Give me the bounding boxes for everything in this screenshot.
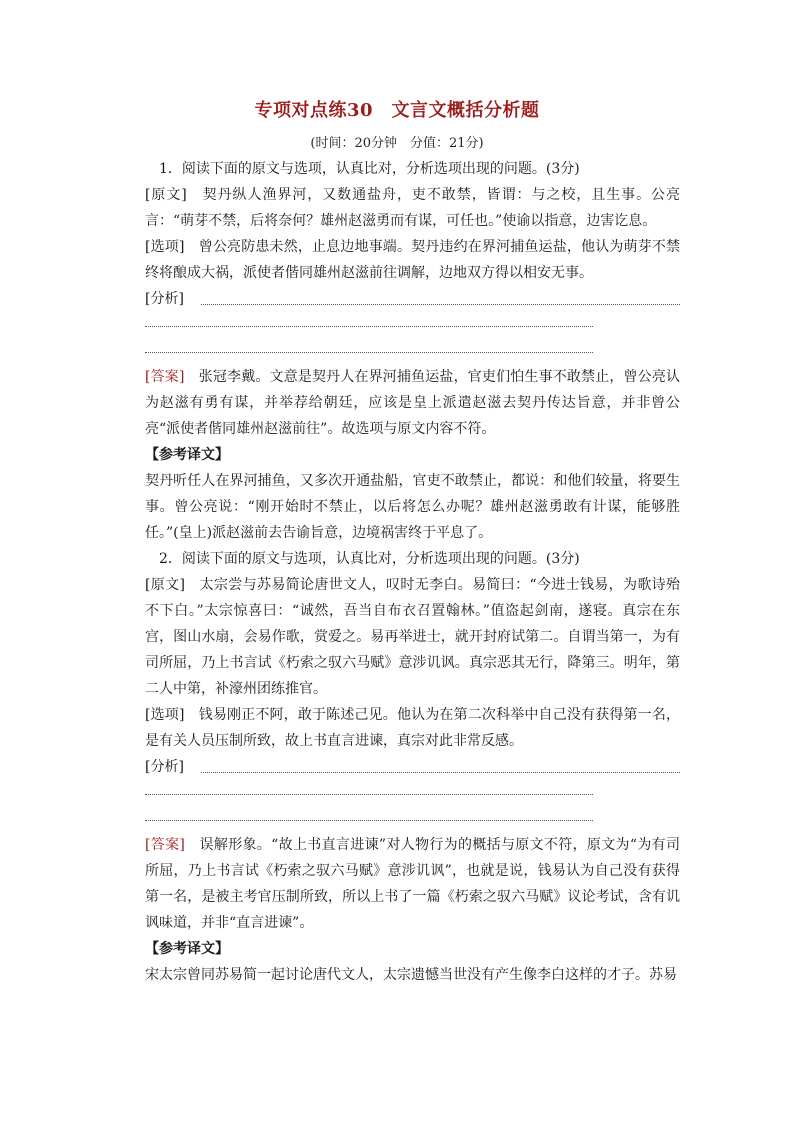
document-body (145, 156, 680, 988)
q1-original-text: 契丹纵人渔界河，又数通盐舟，吏不敢禁，皆谓：与之校，且生事。公亮言：“萌芽不禁，后将奈何？雄州赵滋勇而有谋，可任也。”使谕以指意，边害讫息。 (145, 187, 680, 229)
q1-blank-2 (145, 312, 680, 338)
q2-blank-3 (145, 806, 680, 832)
q2-ref-heading: 【参考译文】 (145, 941, 229, 957)
q1-option-label: [选项] (145, 239, 185, 255)
q2-original-text: 太宗尝与苏易简论唐世文人，叹时无李白。易简曰：“今进士钱易，为歌诗殆不下白。”太宗惊喜曰：“诚然，吾当自布衣召置翰林。”值盗起剑南，遂寝。真宗在东宫，图山水扇，会易作歌，赏爱之。易再举进士，就开封府试第二。自谓当第一，为有司所屈，乃上书言试《朽索之驭六马赋》意涉讥讽。真宗恶其无行，降第三。明年，第二人中第，补濠州团练推官。 (145, 577, 680, 697)
q1-original-label: [原文] (145, 187, 187, 203)
page-title: 专项对点练30 文言文概括分析题 (254, 100, 540, 121)
answer-blank-line[interactable] (145, 820, 593, 821)
q2-blank-2 (145, 780, 680, 806)
q2-analysis-label: [分析] (145, 759, 184, 775)
q1-ref-text: 契丹听任人在界河捕鱼，又多次开通盐船，官吏不敢禁止，都说：和他们较量，将要生事。曾公亮说：“刚开始时不禁止，以后将怎么办呢？雄州赵滋勇敢有计谋，能够胜任。”(皇上)派赵滋前去告谕旨意，边境祸害终于平息了。 (145, 473, 680, 541)
answer-blank-line[interactable] (145, 326, 593, 327)
q2-option-label: [选项] (145, 707, 185, 723)
q1-blank-3 (145, 338, 680, 364)
q1-answer-text: 张冠李戴。文意是契丹人在界河捕鱼运盐，官吏们怕生事不敢禁止，曾公亮认为赵滋有勇有谋，并举荐给朝廷，应该是皇上派遣赵滋去契丹传达旨意，并非曾公亮“派使者偕同雄州赵滋前往”。故选项与原文内容不符。 (145, 369, 680, 437)
q1-option (145, 234, 680, 286)
answer-blank-line[interactable] (201, 772, 680, 773)
q1-ref-heading: 【参考译文】 (145, 447, 229, 463)
q2-original-label: [原文] (145, 577, 185, 593)
q2-answer-text: 误解形象。“故上书直言进谏”对人物行为的概括与原文不符，原文为“为有司所屈，乃上书言试《朽索之驭六马赋》意涉讥讽”，也就是说，钱易认为自己没有获得第一名，是被主考官压制所致，所以上书了一篇《朽索之驭六马赋》议论考试，含有讥讽味道，并非“直言进谏”。 (145, 837, 680, 931)
q2-answer-label: [答案] (145, 837, 185, 853)
answer-blank-line[interactable] (145, 794, 593, 795)
q2-ref-text: 宋太宗曾同苏易简一起讨论唐代文人，太宗遗憾当世没有产生像李白这样的才子。苏易 (145, 967, 677, 983)
answer-blank-line[interactable] (145, 352, 593, 353)
q2-original (145, 572, 680, 702)
q2-stem: 2．阅读下面的原文与选项，认真比对，分析选项出现的问题。(3分) (145, 551, 580, 567)
q1-stem: 1．阅读下面的原文与选项，认真比对，分析选项出现的问题。(3分) (145, 161, 580, 177)
q2-option (145, 702, 680, 754)
q1-option-text: 曾公亮防患未然，止息边地事端。契丹违约在界河捕鱼运盐，他认为萌芽不禁终将酿成大祸，派使者偕同雄州赵滋前往调解，边地双方得以相安无事。 (145, 239, 680, 281)
q1-answer-label: [答案] (145, 369, 185, 385)
page-subtitle: (时间：20分钟 分值：21分) (310, 136, 484, 151)
q1-original (145, 182, 680, 234)
q2-option-text: 钱易刚正不阿，敢于陈述己见。他认为在第二次科举中自己没有获得第一名，是有关人员压制所致，故上书直言进谏，真宗对此非常反感。 (145, 707, 680, 749)
q1-analysis-label: [分析] (145, 291, 184, 307)
q1-analysis-line (145, 286, 680, 312)
q2-answer (145, 832, 680, 936)
q2-analysis-line (145, 754, 680, 780)
answer-blank-line[interactable] (201, 304, 680, 305)
q1-answer (145, 364, 680, 442)
